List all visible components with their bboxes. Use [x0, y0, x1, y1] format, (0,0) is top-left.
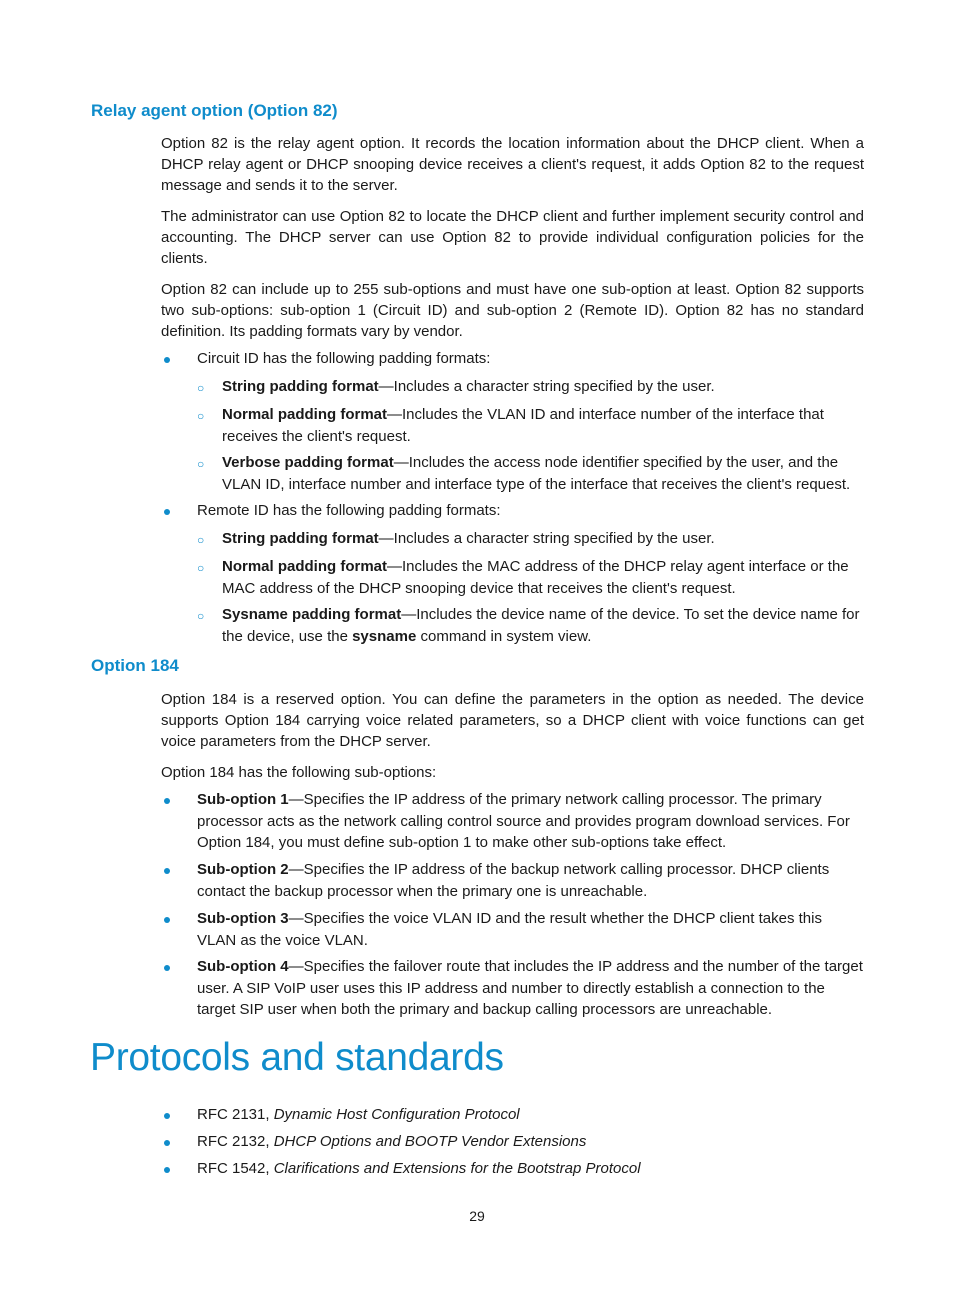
- sub-option-2-desc: —Specifies the IP address of the backup network calling processor. DHCP clients contact the backup processor when the primary one is unreachable.: [197, 861, 830, 900]
- remote-item-string: [222, 528, 864, 550]
- sub-option-1-item: [197, 789, 864, 854]
- bullet-icon: [164, 917, 170, 923]
- remote-item-normal-term: Normal padding format: [222, 558, 388, 575]
- circuit-item-verbose-term: Verbose padding format: [222, 454, 394, 471]
- bullet-icon: [164, 798, 170, 804]
- sub-option-3-item: [197, 908, 864, 951]
- section-heading-option-184: Option 184: [91, 656, 179, 675]
- circle-bullet-icon: ○: [197, 381, 205, 395]
- sub-option-2-term: Sub-option 2: [197, 861, 289, 878]
- rfc-1542-title: Clarifications and Extensions for the Bootstrap Protocol: [273, 1160, 641, 1177]
- rfc-1542-number: RFC 1542,: [197, 1160, 274, 1177]
- rfc-1542-item: [197, 1158, 864, 1180]
- chapter-heading-protocols-and-standards: Protocols and standards: [90, 1036, 504, 1079]
- rfc-2131-item: [197, 1104, 864, 1126]
- rfc-2132-title: DHCP Options and BOOTP Vendor Extensions: [273, 1133, 587, 1150]
- remote-item-sysname-term: Sysname padding format: [222, 606, 402, 623]
- circuit-item-verbose-desc: —Includes the access node identifier specified by the user, and the VLAN ID, interface number and interface type of the interface that receives the client's request.: [222, 454, 851, 493]
- bullet-icon: [164, 868, 170, 874]
- rfc-2131-number: RFC 2131,: [197, 1106, 274, 1123]
- bullet-icon: [164, 965, 170, 971]
- remote-item-normal: [222, 556, 864, 599]
- option184-paragraph-1: Option 184 is a reserved option. You can define the parameters in the option as needed. The device supports Option 184 carrying voice related parameters, so a DHCP client with voice functions can get voice parameters from the DHCP server.: [161, 691, 864, 750]
- sub-option-4-term: Sub-option 4: [197, 958, 289, 975]
- page-number: 29: [469, 1208, 485, 1224]
- circuit-item-string: [222, 376, 864, 398]
- sub-option-1-desc: —Specifies the IP address of the primary network calling processor. The primary processor acts as the network calling control source and provides program download services. For Option 184, you must define sub-option 1 to make other sub-options take effect.: [197, 791, 850, 851]
- bullet-icon: [164, 357, 170, 363]
- sysname-command: sysname: [352, 627, 417, 645]
- sub-option-4-desc: —Specifies the failover route that includes the IP address and the number of the target user. A SIP VoIP user uses this IP address and number to directly establish a connection to the target SIP user when both the primary and backup calling processors are unreachable.: [197, 958, 863, 1018]
- option184-paragraph-2: Option 184 has the following sub-options:: [161, 764, 437, 781]
- circle-bullet-icon: ○: [197, 457, 205, 471]
- sub-option-3-desc: —Specifies the voice VLAN ID and the result whether the DHCP client takes this VLAN as the voice VLAN.: [197, 910, 822, 949]
- relay-paragraph-2: The administrator can use Option 82 to locate the DHCP client and further implement security control and accounting. The DHCP server can use Option 82 to provide individual configuration policies for the clients.: [161, 208, 864, 267]
- bullet-icon: [164, 1167, 170, 1173]
- remote-id-intro: Remote ID has the following padding formats:: [197, 502, 501, 519]
- circuit-item-normal-desc: —Includes the VLAN ID and interface number of the interface that receives the client's request.: [222, 406, 824, 445]
- circuit-id-intro: Circuit ID has the following padding formats:: [197, 350, 491, 367]
- relay-paragraph-1: Option 82 is the relay agent option. It records the location information about the DHCP client. When a DHCP relay agent or DHCP snooping device receives a client's request, it adds Option 82 to the request message and sends it to the server.: [161, 135, 864, 194]
- sub-option-2-item: [197, 859, 864, 902]
- bullet-icon: [164, 1140, 170, 1146]
- remote-item-string-desc: —Includes a character string specified by the user.: [378, 530, 715, 547]
- section-heading-relay-agent-option: Relay agent option (Option 82): [91, 101, 338, 120]
- circuit-item-verbose: [222, 452, 864, 495]
- rfc-2132-number: RFC 2132,: [197, 1133, 274, 1150]
- circle-bullet-icon: ○: [197, 561, 205, 575]
- circle-bullet-icon: ○: [197, 609, 205, 623]
- circuit-item-normal: [222, 404, 864, 447]
- circuit-item-normal-term: Normal padding format: [222, 406, 388, 423]
- remote-item-normal-desc: —Includes the MAC address of the DHCP relay agent interface or the MAC address of the DHCP snooping device that receives the client's request.: [222, 558, 849, 597]
- circle-bullet-icon: ○: [197, 533, 205, 547]
- sub-option-1-term: Sub-option 1: [197, 791, 289, 808]
- rfc-2131-title: Dynamic Host Configuration Protocol: [273, 1106, 520, 1123]
- remote-item-sysname-desc-end: command in system view.: [416, 627, 592, 645]
- circuit-item-string-term: String padding format: [222, 378, 379, 395]
- relay-paragraph-3: Option 82 can include up to 255 sub-options and must have one sub-option at least. Option 82 supports two sub-options: sub-option 1 (Circuit ID) and sub-option 2 (Remote ID). Option 82 has no standard definition. Its padding formats vary by vendor.: [161, 281, 864, 340]
- remote-item-sysname: [222, 604, 864, 647]
- sub-option-4-item: [197, 956, 864, 1021]
- bullet-icon: [164, 1113, 170, 1119]
- remote-item-sysname-desc: —Includes the device name of the device. To set the device name for the device, use the: [222, 606, 860, 645]
- sub-option-3-term: Sub-option 3: [197, 910, 289, 927]
- rfc-2132-item: [197, 1131, 864, 1153]
- circle-bullet-icon: ○: [197, 409, 205, 423]
- bullet-icon: [164, 509, 170, 515]
- circuit-item-string-desc: —Includes a character string specified by the user.: [378, 378, 715, 395]
- remote-item-string-term: String padding format: [222, 530, 379, 547]
